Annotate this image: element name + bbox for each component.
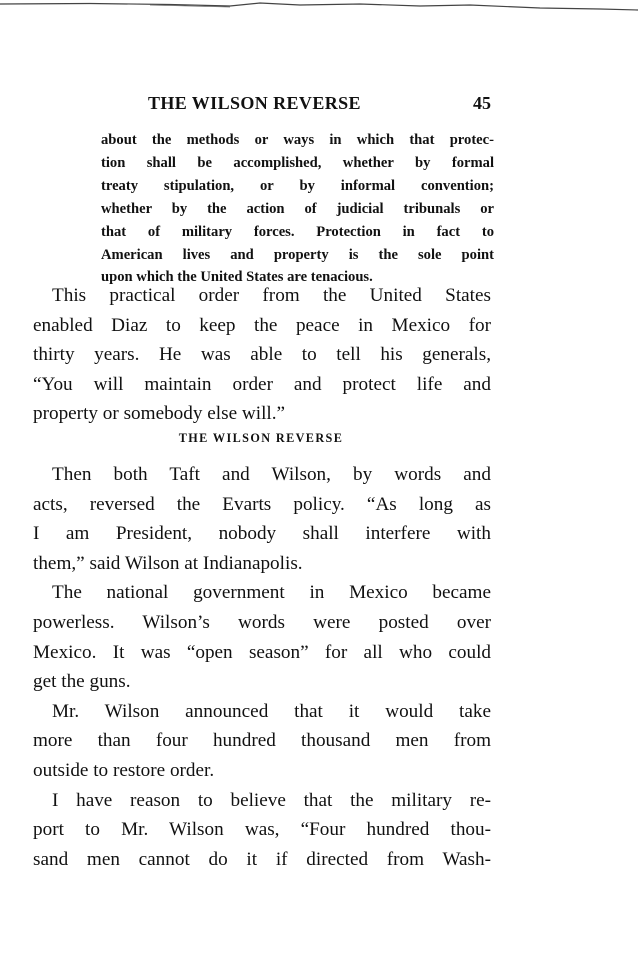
- body-line: enabled Diaz to keep the peace in Mexico for: [33, 314, 491, 336]
- page-number: 45: [473, 93, 491, 113]
- block-quote: [101, 129, 494, 289]
- body-line: powerless. Wilson’s words were posted over: [33, 611, 491, 633]
- running-head: [0, 93, 638, 115]
- body-line: This practical order from the United States: [52, 285, 491, 306]
- scanned-top-edge-rule: [0, 0, 638, 14]
- body-line: port to Mr. Wilson was, “Four hundred thou-: [33, 819, 491, 841]
- quote-line: treaty stipulation, or by informal convention;: [101, 177, 494, 194]
- body-line: sand men cannot do it if directed from Wash-: [33, 848, 491, 870]
- body-line: I am President, nobody shall interfere with: [33, 523, 491, 545]
- body-line: I have reason to believe that the military re-: [52, 789, 491, 811]
- quote-line: upon which the United States are tenacious.: [101, 269, 373, 286]
- body-line: “You will maintain order and protect life and: [33, 373, 491, 395]
- quote-line: about the methods or ways in which that protec-: [101, 132, 494, 148]
- body-line: Mr. Wilson announced that it would take: [52, 700, 491, 722]
- body-line: property or somebody else will.”: [33, 403, 286, 425]
- section-heading-text: THE WILSON REVERSE: [178, 431, 344, 445]
- body-line: more than four hundred thousand men from: [33, 730, 491, 752]
- body-line: them,” said Wilson at Indianapolis.: [33, 552, 303, 574]
- running-title: THE WILSON REVERSE: [148, 93, 361, 113]
- body-line: The national government in Mexico became: [52, 582, 491, 604]
- section-heading: [0, 431, 638, 446]
- quote-line: whether by the action of judicial tribunals or: [101, 200, 494, 217]
- paragraph-diaz: [33, 281, 491, 429]
- quote-line: American lives and property is the sole point: [101, 246, 494, 263]
- body-line: Then both Taft and Wilson, by words and: [52, 464, 491, 485]
- paragraph-group-wilson: [33, 460, 491, 874]
- body-line: get the guns.: [33, 671, 131, 693]
- body-line: acts, reversed the Evarts policy. “As long as: [33, 493, 491, 515]
- quote-line: tion shall be accomplished, whether by formal: [101, 154, 494, 171]
- quote-line: that of military forces. Protection in fact to: [101, 223, 494, 240]
- body-line: Mexico. It was “open season” for all who could: [33, 641, 491, 663]
- body-line: outside to restore order.: [33, 759, 215, 781]
- body-line: thirty years. He was able to tell his generals,: [33, 344, 491, 366]
